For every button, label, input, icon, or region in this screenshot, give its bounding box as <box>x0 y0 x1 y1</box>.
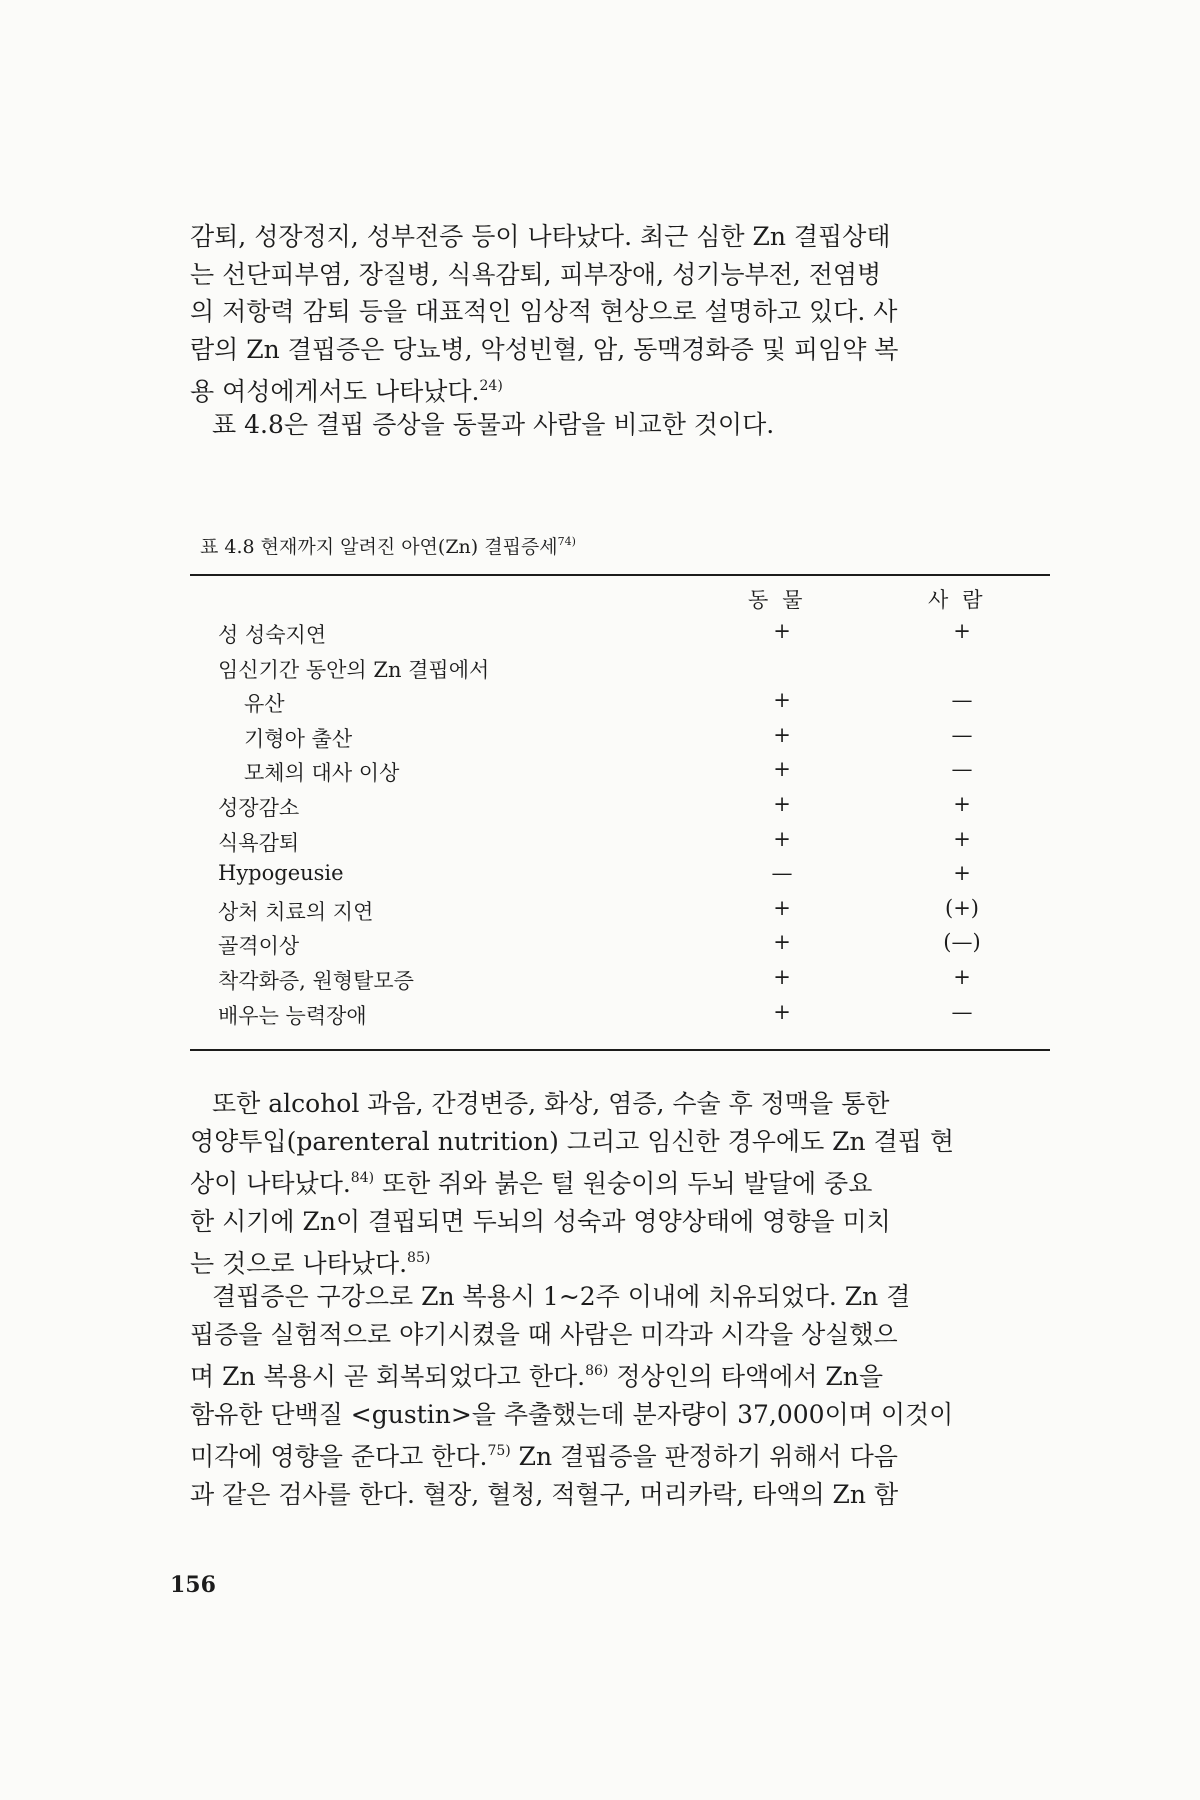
text-fragment: 용 여성에게서도 나타났다. <box>190 377 480 407</box>
footnote-ref: 74) <box>557 535 576 548</box>
animal-value: + <box>773 619 791 643</box>
row-label: 성 성숙지연 <box>218 623 327 647</box>
text-fragment: 미각에 영향을 준다고 한다. <box>190 1442 488 1472</box>
column-header-animal: 동물 <box>748 588 817 612</box>
footnote-ref: 86) <box>585 1363 609 1380</box>
text-line: 함유한 단백질 <gustin>을 추출했는데 분자량이 37,000이며 이것이 <box>190 1399 954 1429</box>
text-fragment: 정상인의 타액에서 Zn을 <box>608 1362 884 1392</box>
text-line <box>190 368 1050 411</box>
text-fragment: 상이 나타났다. <box>190 1169 351 1199</box>
text-line <box>190 1433 1050 1476</box>
animal-value: + <box>773 722 791 747</box>
text-line: 한 시기에 Zn이 결핍되면 두뇌의 성숙과 영양상태에 영향을 미치 <box>190 1206 891 1236</box>
text-line: 결핍증은 구강으로 Zn 복용시 1~2주 이내에 치유되었다. Zn 결 <box>212 1282 911 1311</box>
text-line: 의 저항력 감퇴 등을 대표적인 임상적 현상으로 설명하고 있다. 사 <box>190 297 898 327</box>
table-row <box>0 757 1200 791</box>
animal-value: + <box>773 930 791 955</box>
animal-value: + <box>773 757 791 782</box>
caption-text: 표 4.8 현재까지 알려진 아연(Zn) 결핍증세 <box>200 536 558 558</box>
animal-value: — <box>771 861 793 886</box>
text-line <box>190 1160 1050 1203</box>
human-value: + <box>953 965 971 989</box>
human-value: — <box>951 722 973 747</box>
animal-value: + <box>773 965 791 989</box>
animal-value: + <box>773 895 791 920</box>
table-row <box>0 861 1200 895</box>
row-label: Hypogeusie <box>218 861 344 886</box>
row-label: 골격이상 <box>218 934 300 959</box>
row-label: 임신기간 동안의 Zn 결핍에서 <box>218 657 490 682</box>
text-line: 람의 Zn 결핍증은 당뇨병, 악성빈혈, 암, 동맥경화증 및 피임약 복 <box>190 334 899 364</box>
text-fragment: 는 것으로 나타났다. <box>190 1249 408 1279</box>
human-value: + <box>953 792 971 816</box>
human-value: (—) <box>943 930 981 955</box>
table-row <box>0 1000 1200 1034</box>
row-label: 모체의 대사 이상 <box>244 761 400 786</box>
text-line <box>190 1353 1050 1396</box>
row-label: 기형아 출산 <box>244 726 353 751</box>
table-top-rule <box>190 574 1050 576</box>
row-label: 착각화증, 원형탈모증 <box>218 969 414 993</box>
human-value: — <box>951 999 973 1024</box>
text-line: 핍증을 실험적으로 야기시켰을 때 사람은 미각과 시각을 상실했으 <box>190 1319 898 1349</box>
footnote-ref: 75) <box>487 1443 511 1460</box>
text-fragment: 또한 쥐와 붉은 털 원숭이의 두뇌 발달에 중요 <box>374 1169 873 1199</box>
paragraph-1 <box>190 218 1050 411</box>
animal-value: + <box>773 688 791 713</box>
footnote-ref: 85) <box>407 1250 431 1267</box>
human-value: + <box>953 861 971 886</box>
table-row <box>0 792 1200 826</box>
animal-value: + <box>773 826 791 851</box>
row-label: 상처 치료의 지연 <box>218 899 374 924</box>
animal-value: + <box>773 792 791 816</box>
text-line: 영양투입(parenteral nutrition) 그리고 임신한 경우에도 Zn 결핍 현 <box>190 1126 954 1156</box>
human-value: + <box>953 826 971 851</box>
text-line: 과 같은 검사를 한다. 혈장, 혈청, 적혈구, 머리카락, 타액의 Zn 함 <box>190 1479 899 1509</box>
table-row <box>0 619 1200 653</box>
table-row <box>0 965 1200 999</box>
text-fragment: 며 Zn 복용시 곧 회복되었다고 한다. <box>190 1362 586 1392</box>
paragraph-2 <box>212 406 1050 444</box>
text-line: 표 4.8은 결핍 증상을 동물과 사람을 비교한 것이다. <box>212 410 775 439</box>
column-header-human: 사람 <box>928 588 997 612</box>
table-row <box>0 896 1200 930</box>
text-fragment: Zn 결핍증을 판정하기 위해서 다음 <box>510 1442 898 1472</box>
text-line: 또한 alcohol 과음, 간경변증, 화상, 염증, 수술 후 정맥을 통한 <box>212 1089 890 1118</box>
table-row <box>0 688 1200 722</box>
animal-value: + <box>773 999 791 1024</box>
table-caption <box>200 532 576 559</box>
page-number: 156 <box>170 1572 216 1598</box>
text-line: 감퇴, 성장정지, 성부전증 등이 나타났다. 최근 심한 Zn 결핍상태 <box>190 222 891 251</box>
footnote-ref: 24) <box>479 378 503 395</box>
text-line: 는 선단피부염, 장질병, 식욕감퇴, 피부장애, 성기능부전, 전염병 <box>190 259 882 289</box>
human-value: — <box>951 757 973 782</box>
human-value: + <box>953 619 971 643</box>
table-row <box>0 930 1200 964</box>
row-label: 유산 <box>244 692 285 717</box>
human-value: — <box>951 688 973 713</box>
row-label: 성장감소 <box>218 796 300 820</box>
table-row <box>0 827 1200 861</box>
footnote-ref: 84) <box>350 1170 375 1187</box>
row-label: 배우는 능력장애 <box>218 1003 367 1028</box>
text-line <box>190 1240 1050 1283</box>
paragraph-4 <box>190 1278 1050 1514</box>
paragraph-3 <box>190 1085 1050 1283</box>
table-row <box>0 654 1200 688</box>
table-row <box>0 723 1200 757</box>
row-label: 식욕감퇴 <box>218 830 300 855</box>
table-bottom-rule <box>190 1049 1050 1051</box>
human-value: (+) <box>945 895 979 920</box>
